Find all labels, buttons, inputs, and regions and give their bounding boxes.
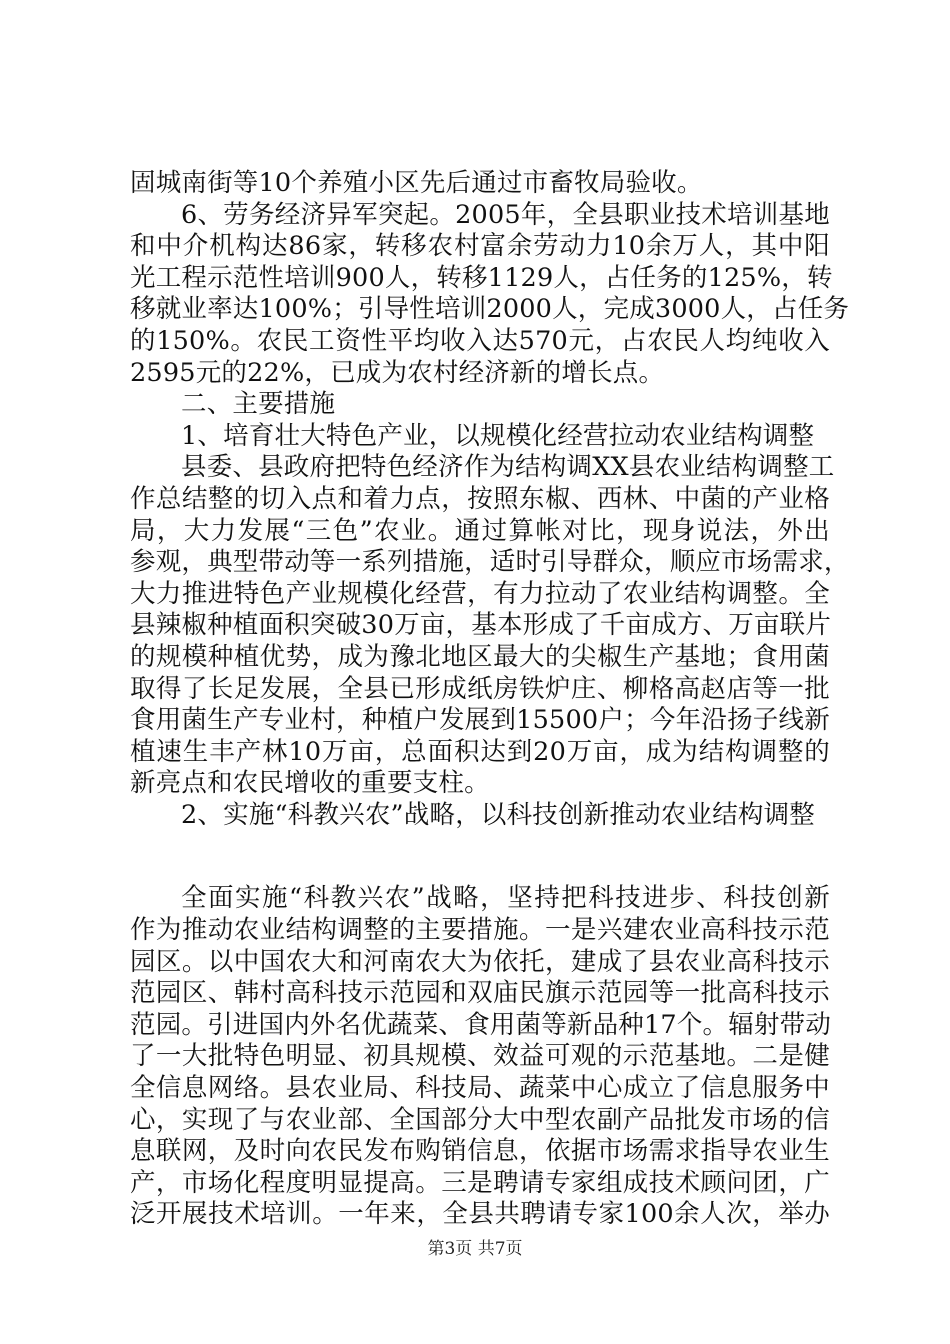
text-line: 食用菌生产专业村，种植户发展到15500户；今年沿扬子线新: [130, 705, 830, 736]
section-heading: 二、主要措施: [181, 389, 336, 420]
blank-gap: [130, 831, 830, 883]
text-line: 全面实施“科教兴农”战略，坚持把科技进步、科技创新: [181, 883, 830, 914]
text-line: 大力推进特色产业规模化经营，有力拉动了农业结构调整。全: [130, 578, 830, 609]
text-line: 县辣椒种植面积突破30万亩，基本形成了千亩成方、万亩联片: [130, 610, 832, 641]
text-line: 光工程示范性培训900人，转移1129人，占任务的125%，转: [130, 262, 833, 293]
text-line: 作为推动农业结构调整的主要措施。一是兴建农业高科技示范: [130, 915, 830, 946]
text-line: 植速生丰产林10万亩，总面积达到20万亩，成为结构调整的: [130, 736, 830, 767]
text-line: 作总结整的切入点和着力点，按照东椒、西林、中菌的产业格: [130, 483, 830, 514]
text-line: 取得了长足发展，全县已形成纸房铁炉庄、柳格高赵店等一批: [130, 673, 830, 704]
text-line: 的规模种植优势，成为豫北地区最大的尖椒生产基地；食用菌: [130, 641, 830, 672]
text-line: 范园区、韩村高科技示范园和双庙民旗示范园等一批高科技示: [130, 978, 830, 1009]
text-line: 了一大批特色明显、初具规模、效益可观的示范基地。二是健: [130, 1041, 830, 1072]
subsection-heading: 1、培育壮大特色产业，以规模化经营拉动农业结构调整: [181, 420, 815, 451]
text-line: 局，大力发展“三色”农业。通过算帐对比，现身说法，外出: [130, 515, 830, 546]
text-line: 范园。引进国内外名优蔬菜、食用菌等新品种17个。辐射带动: [130, 1009, 832, 1040]
document-body: [130, 168, 850, 1231]
text-line: 息联网，及时向农民发布购销信息，依据市场需求指导农业生: [130, 1136, 830, 1167]
page-number-label: 第3页 共7页: [427, 1239, 523, 1259]
text-line: 心，实现了与农业部、全国部分大中型农副产品批发市场的信: [130, 1104, 830, 1135]
text-line: 产，市场化程度明显提高。三是聘请专家组成技术顾问团，广: [130, 1167, 830, 1198]
subsection-heading: 2、实施“科教兴农”战略，以科技创新推动农业结构调整: [181, 799, 815, 830]
text-line: 泛开展技术培训。一年来，全县共聘请专家100余人次，举办: [130, 1199, 830, 1230]
text-line: 县委、县政府把特色经济作为结构调XX县农业结构调整工: [181, 452, 835, 483]
page-footer: [0, 1238, 950, 1260]
text-line: 的150%。农民工资性平均收入达570元，占农民人均纯收入: [130, 325, 830, 356]
text-line: 园区。以中国农大和河南农大为依托，建成了县农业高科技示: [130, 946, 830, 977]
text-line: 2595元的22%，已成为农村经济新的增长点。: [130, 357, 665, 388]
text-line: 参观，典型带动等一系列措施，适时引导群众，顺应市场需求，: [130, 547, 850, 578]
text-line: 新亮点和农民增收的重要支柱。: [130, 768, 490, 799]
text-line: 6、劳务经济异军突起。2005年，全县职业技术培训基地: [181, 199, 830, 230]
text-line: 移就业率达100%；引导性培训2000人，完成3000人，占任务: [130, 294, 850, 325]
text-line: 和中介机构达86家，转移农村富余劳动力10余万人，其中阳: [130, 231, 830, 262]
text-line: 固城南街等10个养殖小区先后通过市畜牧局验收。: [130, 168, 703, 198]
text-line: 全信息网络。县农业局、科技局、蔬菜中心成立了信息服务中: [130, 1073, 830, 1104]
